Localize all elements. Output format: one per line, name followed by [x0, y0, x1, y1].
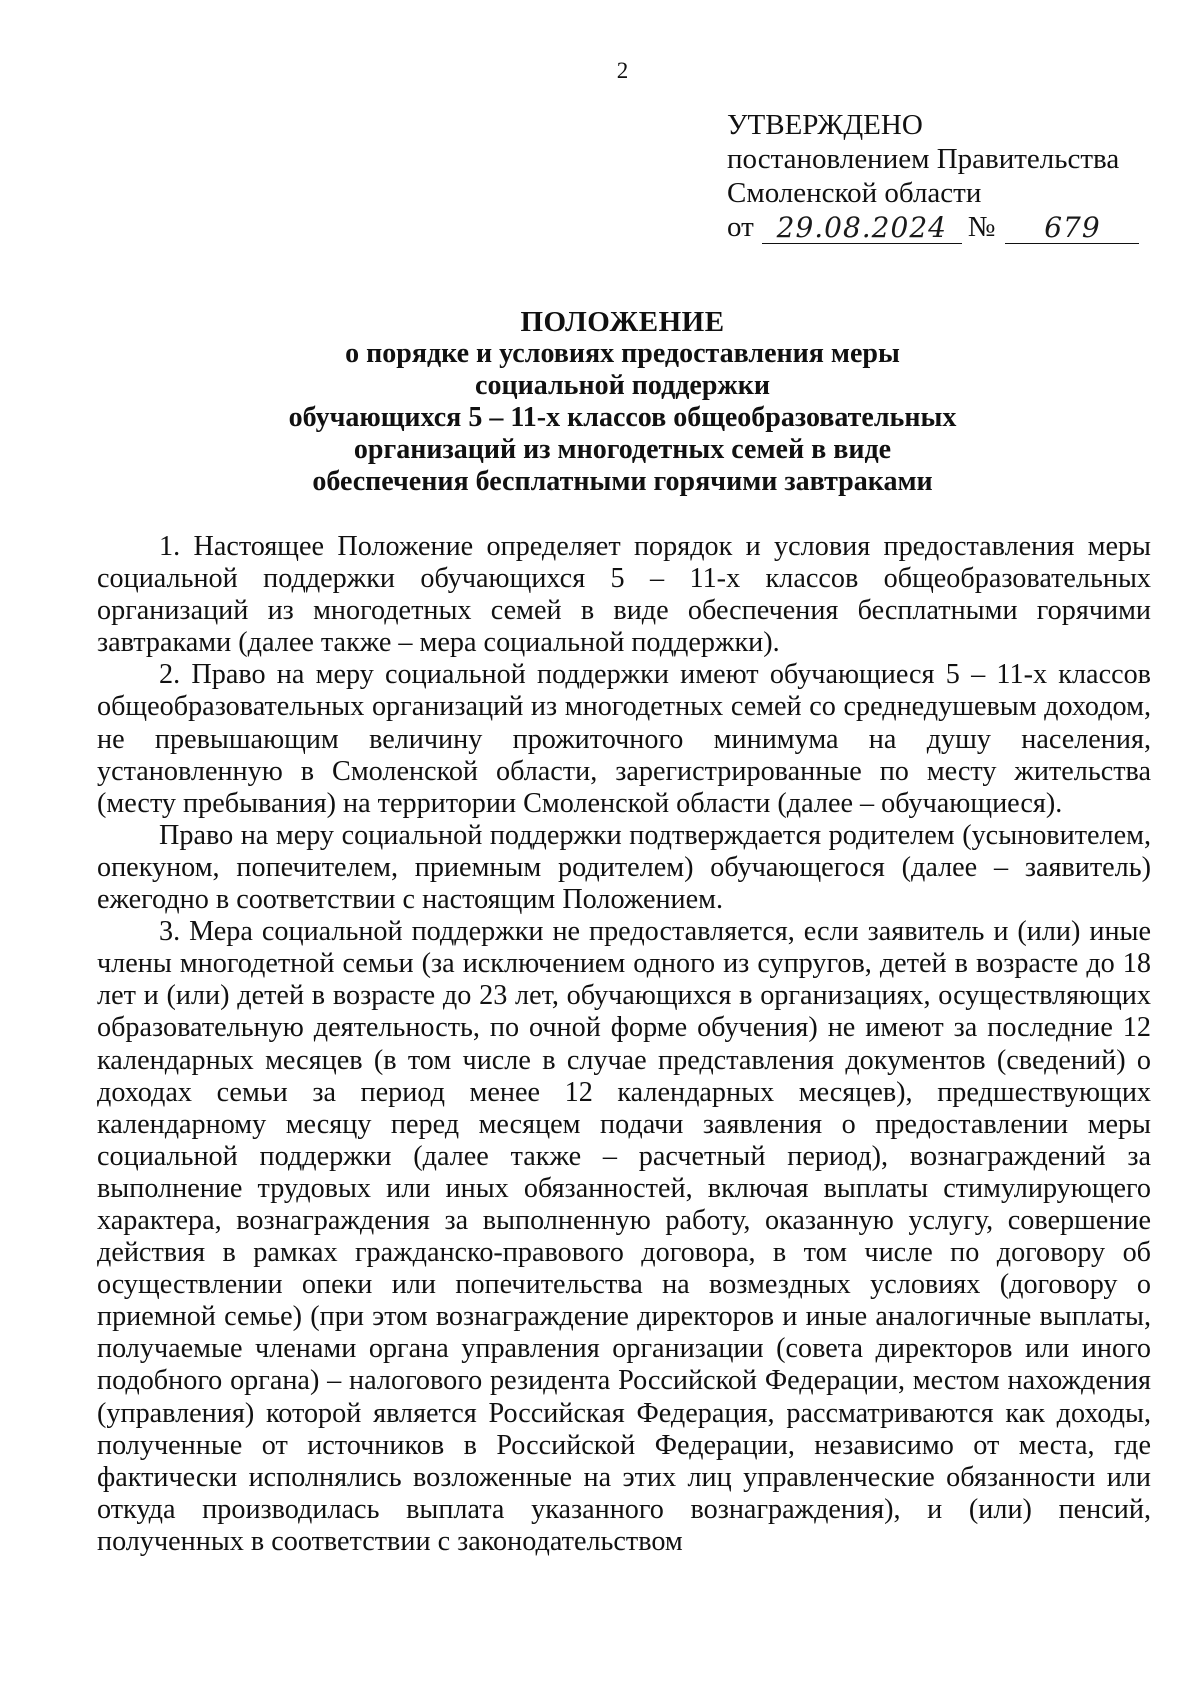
title-line-1: о порядке и условиях предоставления меры [345, 338, 900, 369]
paragraph-1: 1. Настоящее Положение определяет порядок и условия предоставления меры социальной поддержки обучающихся 5 – 11-х классов общеобразовательных организаций из многодетных семей в виде обеспечения бесплатными горячими завтраками (далее также – мера социальной поддержки). [97, 531, 1151, 659]
document-title: ПОЛОЖЕНИЕ [520, 306, 725, 338]
title-line-4: организаций из многодетных семей в виде [353, 434, 892, 465]
handwritten-number: 679 [1005, 213, 1139, 244]
title-line-2: социальной поддержки [475, 370, 770, 401]
approval-line-2: Смоленской области [727, 177, 982, 209]
approval-date-number-row [727, 210, 1139, 244]
number-prefix: № [967, 211, 996, 243]
paragraph-2-continuation: Право на меру социальной поддержки подтверждается родителем (усыновителем, опекуном, попечителем, приемным родителем) обучающегося (далее – заявитель) ежегодно в соответствии с настоящим Положением. [97, 819, 1151, 916]
approval-heading: УТВЕРЖДЕНО [727, 109, 923, 141]
title-line-5: обеспечения бесплатными горячими завтраками [312, 466, 933, 497]
page-number: 2 [616, 58, 629, 83]
date-prefix: от [727, 211, 754, 243]
handwritten-date: 29.08.2024 [762, 213, 962, 244]
document-title-block [0, 306, 1200, 498]
approval-line-1: постановлением Правительства [727, 143, 1120, 175]
title-line-3: обучающихся 5 – 11-х классов общеобразовательных [288, 402, 957, 433]
document-body [97, 531, 1151, 1558]
paragraph-3: 3. Мера социальной поддержки не предоставляется, если заявитель и (или) иные члены многодетной семьи (за исключением одного из супругов, детей в возрасте до 18 лет и (или) детей в возрасте до 23 лет, обучающихся в организациях, осуществляющих образовательную деятельность, по очной форме обучения) не имеют за последние 12 календарных месяцев (в том числе в случае представления документов (сведений) о доходах семьи за период менее 12 календарных месяцев), предшествующих календарному месяцу перед месяцем подачи заявления о предоставлении меры социальной поддержки (далее также – расчетный период), вознаграждений за выполнение трудовых или иных обязанностей, включая выплаты стимулирующего характера, вознаграждения за выполненную работу, оказанную услугу, совершение действия в рамках гражданско-правового договора, в том числе по договору об осуществлении опеки или попечительства на возмездных условиях (договору о приемной семье) (при этом вознаграждение директоров и иные аналогичные выплаты, получаемые членами органа управления организации (совета директоров или иного подобного органа) – налогового резидента Российской Федерации, местом нахождения (управления) которой является Российская Федерация, рассматриваются как доходы, полученные от источников в Российской Федерации, независимо от места, где фактически исполнялись возложенные на этих лиц управленческие обязанности или откуда производилась выплата указанного вознаграждения), и (или) пенсий, полученных в соответствии с законодательством [97, 916, 1151, 1557]
approval-stamp [727, 108, 1139, 244]
paragraph-2: 2. Право на меру социальной поддержки имеют обучающиеся 5 – 11-х классов общеобразовательных организаций из многодетных семей со среднедушевым доходом, не превышающим величину прожиточного минимума на душу населения, установленную в Смоленской области, зарегистрированные по месту жительства (месту пребывания) на территории Смоленской области (далее – обучающиеся). [97, 659, 1151, 819]
